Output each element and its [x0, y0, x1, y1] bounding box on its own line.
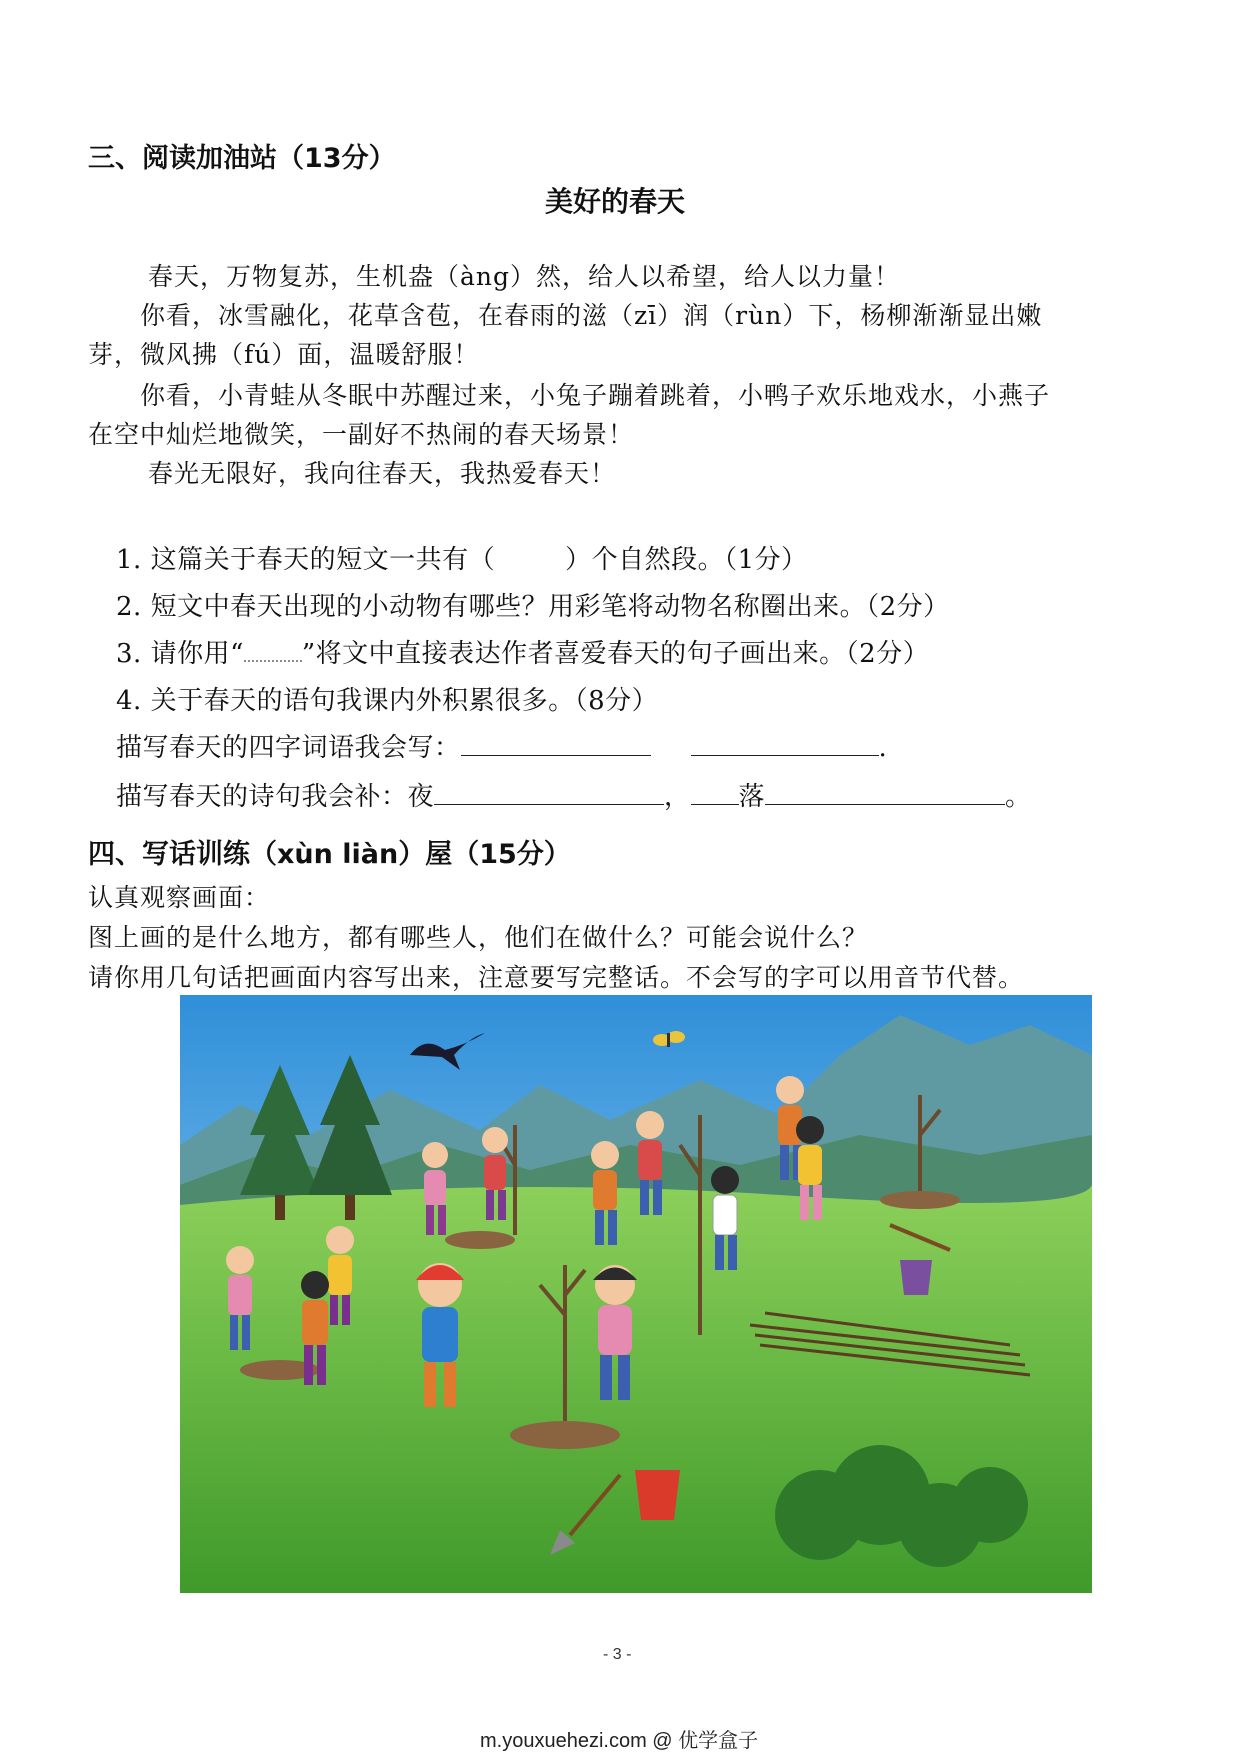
question-4: 4. 关于春天的语句我课内外积累很多。（8分） [116, 686, 659, 716]
question-1-text-start: 1. 这篇关于春天的短文一共有（ [116, 545, 496, 575]
question-4b-end: 。 [1005, 782, 1032, 812]
section3-heading: 三、阅读加油站（13分） [88, 143, 396, 174]
passage-title: 美好的春天 [545, 185, 686, 218]
question-3 [116, 633, 929, 670]
paragraph-1: 春天，万物复苏，生机盎（àng）然，给人以希望，给人以力量！ [148, 262, 901, 291]
writing-instruction-3: 请你用几句话把画面内容写出来，注意要写完整话。不会写的字可以用音节代替。 [88, 963, 1025, 992]
paragraph-2-line-2: 芽，微风拂（fú）面，温暖舒服！ [88, 340, 480, 369]
question-2: 2. 短文中春天出现的小动物有哪些？用彩笔将动物名称圈出来。（2分） [116, 592, 950, 622]
poem-blank-3[interactable] [765, 780, 1005, 805]
paragraph-4: 春光无限好，我向往春天，我热爱春天！ [148, 459, 617, 488]
question-1 [116, 539, 808, 576]
question-4b-label: 描写春天的诗句我会补：夜 [116, 782, 435, 812]
question-4a-end: . [878, 733, 888, 763]
question-4b-mid: 落 [738, 782, 766, 812]
question-3-text-start: 3. 请你用“ [116, 639, 244, 669]
question-4b [116, 776, 1032, 813]
question-4a-label: 描写春天的四字词语我会写： [116, 733, 461, 763]
writing-instruction-2: 图上画的是什么地方，都有哪些人，他们在做什么？可能会说什么？ [88, 923, 869, 952]
writing-instruction-1: 认真观察画面： [88, 883, 271, 912]
tree-planting-illustration [180, 995, 1092, 1593]
poem-blank-2[interactable] [691, 780, 739, 805]
question-4b-comma: ， [664, 782, 691, 812]
idiom-blank-1[interactable] [461, 731, 651, 756]
section4-heading: 四、写话训练（xùn liàn）屋（15分） [88, 839, 571, 870]
paragraph-2-line-1: 你看，冰雪融化，花草含苞，在春雨的滋（zī）润（rùn）下，杨柳渐渐显出嫩 [140, 301, 1043, 330]
idiom-blank-2[interactable] [691, 731, 879, 756]
footer-watermark: m.youxuehezi.com @ 优学盒子 [480, 1730, 759, 1752]
page-number: - 3 - [603, 1646, 632, 1663]
paragraph-3-line-1: 你看，小青蛙从冬眠中苏醒过来，小兔子蹦着跳着，小鸭子欢乐地戏水，小燕子 [140, 381, 1051, 410]
question-3-text-end: ”将文中直接表达作者喜爱春天的句子画出来。（2分） [301, 639, 930, 669]
question-1-text-end: ）个自然段。（1分） [565, 545, 808, 575]
wavy-line-sample [244, 634, 302, 662]
poem-blank-1[interactable] [434, 780, 664, 805]
question-4a [116, 727, 887, 764]
paragraph-3-line-2: 在空中灿烂地微笑，一副好不热闹的春天场景！ [88, 420, 635, 449]
